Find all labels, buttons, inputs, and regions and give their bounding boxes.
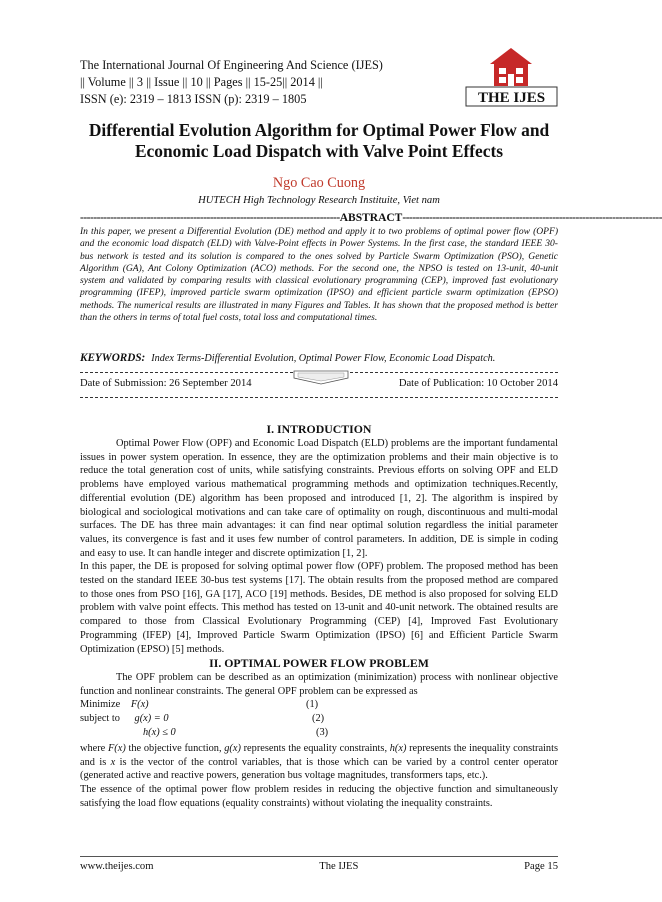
ijes-logo [464, 46, 559, 108]
title-line-1: Differential Evolution Algorithm for Optimal Power Flow and [88, 120, 550, 140]
footer-website[interactable]: www.theijes.com [80, 861, 154, 872]
equation-1 [80, 699, 149, 710]
eq3-number: (3) [316, 727, 329, 738]
logo-text: THE IJES [477, 90, 546, 106]
journal-volume: || Volume || 3 || Issue || 10 || Pages || 15-25|| 2014 || [80, 75, 323, 89]
footer-journal: The IJES [319, 861, 359, 872]
eq1-label: Minimize [80, 699, 121, 710]
text-span: represents the equality constraints, [240, 743, 390, 754]
keywords [80, 352, 558, 364]
math-hx: h(x) [389, 743, 407, 754]
abstract-text: In this paper, we present a Differential Evolution (DE) method and apply it to two problems of optimal power flow (OPF) and the economic load dispatch (ELD) with Valve-Point effects in Power Systems. In the first case, the standard IEEE 30-bus network is tested and its solution is compared to the ones solved by Particle Swarm Optimization (PSO), Genetic Algorithm (GA), Ant Colony Optimization (ACO) methods. For the second one, the NPSO is tested on 13-unit, 40-unit system and validated by comparing results with classical evolutionary programming (CEP), improved fast evolutionary programming (IFEP), improved particle swarm optimization (IPSO) and efficient particle swarm optimization (EPSO) methods. The numerical results are illustrated in many Figures and Tables. It has shown that the proposed method is better than the others in terms of total fuel costs, total loss and computational times. [80, 226, 558, 324]
author-name: Ngo Cao Cuong [272, 175, 366, 191]
equation-2 [80, 713, 169, 724]
date-submission: Date of Submission: 26 September 2014 [80, 378, 252, 389]
intro-paragraph-1: Optimal Power Flow (OPF) and Economic Load Dispatch (ELD) problems are the important fundamental issues in power system operation. In essence, they are the optimization problems and their main objective is to reduce the total generation cost of units, while satisfying constraints. Previous efforts on solving OPF and ELD problems have employed various mathematical programming methods and optimization techniques.Recently, differential evolution (DE) algorithm has been proposed and introduced [1, 2]. The algorithm is inspired by biological and sociological motivations and can take care of optimality on rough, discontinuous and multi-modal surfaces. The DE has three main advantages: it can find near optimal solution regardless the initial parameter values, its convergence is fast and it uses few number of control parameters. In addition, DE is simple in coding and easy to use. It can handle integer and discrete optimization [1, 2]. [80, 438, 558, 559]
eq3-expr: h(x) ≤ 0 [143, 727, 176, 738]
text-span: represents the inequality constraints and is [80, 743, 558, 768]
abstract-left-rule: ------------------------------------------------------------------------------ [80, 212, 340, 224]
affiliation: HUTECH High Technology Research Instituite, Viet nam [198, 195, 440, 206]
eq2-label: subject to [80, 713, 120, 724]
math-x: x [110, 756, 116, 768]
text-span: where [80, 743, 108, 754]
footer-rule [80, 856, 558, 857]
math-fx: F(x) [107, 743, 126, 754]
section-2-body [80, 742, 558, 811]
abstract-heading-row [80, 212, 662, 224]
opf-paragraph-2 [80, 742, 558, 783]
dates-row [80, 378, 558, 389]
dates-bottom-rule [80, 397, 558, 398]
section-1-body [80, 437, 558, 656]
opf-paragraph-1: The OPF problem can be described as an optimization (minimization) process with nonlinear objective function and nonlinear constraints. The general OPF problem can be expressed as [80, 672, 558, 697]
intro-paragraph-2: In this paper, the DE is proposed for solving optimal power flow (OPF) problem. The proposed method has been tested on the standard IEEE 30-bus test systems [17]. The obtain results from the proposed method are compared to those ones from PSO [16], GA [17], ACO [19] methods. Besides, DE method is also proposed for solving ELD problem with valve point effects. This method has tested on 13-unit and 40-unit network. The obtained results are compared to those from Classical Evolutionary Programming (CEP) [4], Improved Fast Evolutionary Programming (IFEP) [4], Improved Particle Swarm Optimization (IPSO) [6] and Efficient Particle Swarm Optimization (EPSO) [5] methods. [80, 561, 558, 655]
eq1-expr: F(x) [130, 699, 149, 710]
section-2-intro [80, 671, 558, 698]
text-span: is the vector of the control variables, that is those which can be varied by a control center operator (generated active and reactive powers, generation bus voltage magnitudes, transformers taps, etc.). [80, 756, 558, 782]
equation-3 [143, 727, 176, 738]
title-line-2: Economic Load Dispatch with Valve Point Effects [134, 141, 504, 161]
page-footer [80, 861, 558, 872]
eq2-expr: g(x) = 0 [134, 713, 169, 724]
journal-issn: ISSN (e): 2319 – 1813 ISSN (p): 2319 – 1805 [80, 92, 307, 106]
abstract-right-rule: ------------------------------------------------------------------------------ [402, 212, 662, 224]
section-1-heading: I. INTRODUCTION [266, 422, 372, 436]
eq1-number: (1) [306, 699, 319, 710]
journal-name: The International Journal Of Engineering And Science (IJES) [80, 58, 383, 72]
section-2-heading: II. OPTIMAL POWER FLOW PROBLEM [209, 656, 429, 670]
math-gx: g(x) [224, 743, 241, 754]
abstract-heading: ABSTRACT [339, 212, 403, 224]
date-publication: Date of Publication: 10 October 2014 [398, 378, 558, 389]
text-span: the objective function, [125, 743, 225, 754]
keywords-text: Index Terms-Differential Evolution, Optimal Power Flow, Economic Load Dispatch. [151, 353, 496, 364]
keywords-label: KEYWORDS: [80, 352, 146, 364]
eq2-number: (2) [312, 713, 325, 724]
paper-title [60, 120, 578, 162]
opf-paragraph-3: The essence of the optimal power flow problem resides in reducing the objective function and simultaneously satisfying the load flow equations (equality constraints) without violating the inequality constraints. [80, 784, 558, 809]
footer-page-number: Page 15 [524, 861, 558, 872]
